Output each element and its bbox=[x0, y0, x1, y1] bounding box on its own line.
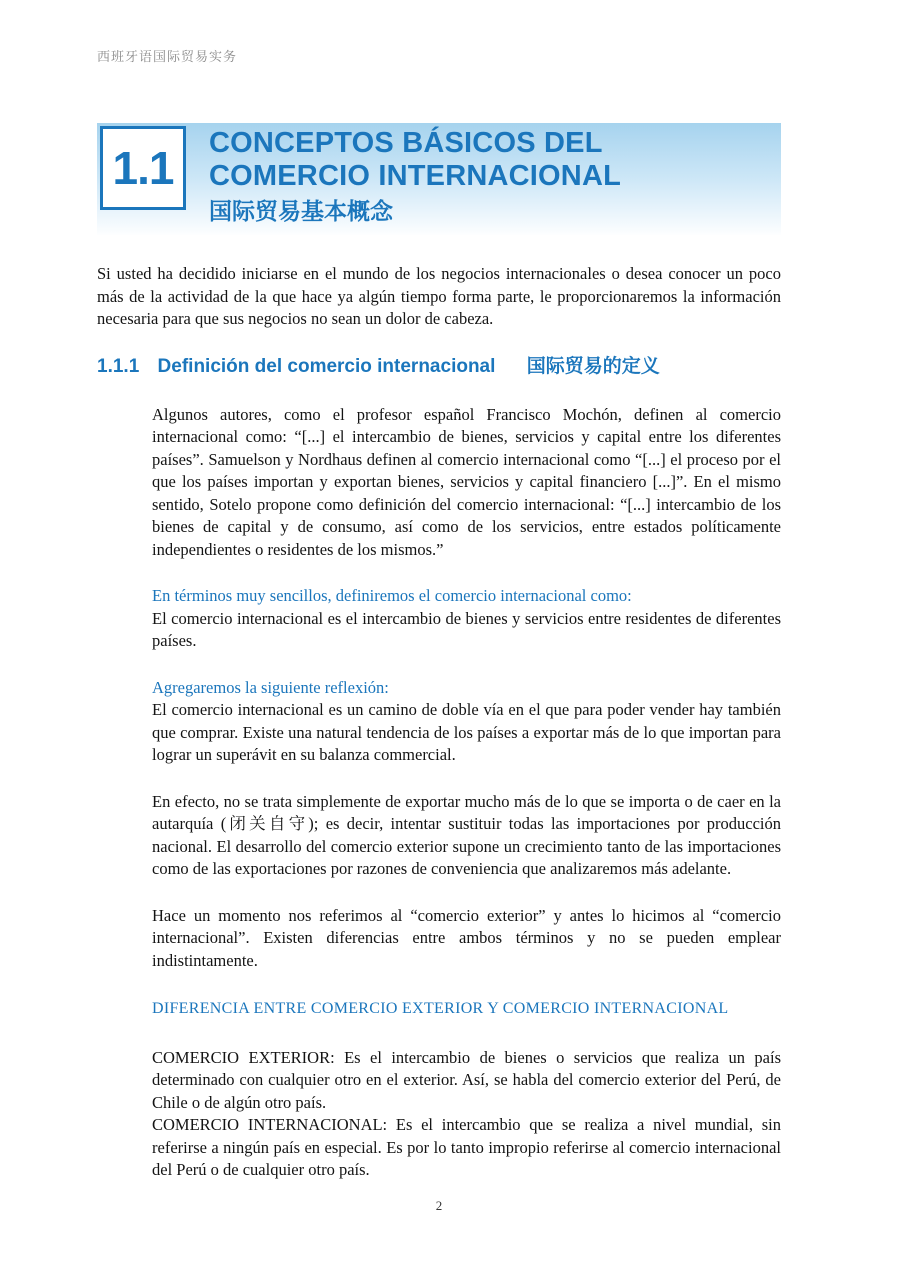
section-title bbox=[209, 127, 621, 193]
subsection-number: 1.1.1 bbox=[97, 355, 140, 377]
section-number-box bbox=[100, 126, 186, 210]
comercio-exterior-definition: COMERCIO EXTERIOR: Es el intercambio de bienes o servicios que realiza un país determinado con cualquier otro en el exterior. Así, se habla del comercio exterior del Perú, de Chile o de algún otro país. bbox=[152, 1047, 781, 1112]
running-header: 西班牙语国际贸易实务 bbox=[97, 49, 238, 64]
subsection-title-es: Definición del comercio internacional bbox=[157, 355, 496, 377]
subsection-title-zh: 国际贸易的定义 bbox=[526, 355, 660, 377]
section-banner bbox=[97, 123, 781, 235]
autarky-paragraph: En efecto, no se trata simplemente de exportar mucho más de lo que se importa o de caer en la autarquía (闭关自守); es decir, intentar sustituir todas las importaciones por producción nacional. El desarrollo del comercio exterior supone un crecimiento tanto de las importaciones como de las exportaciones por razones de conveniencia que analizaremos más adelante. bbox=[152, 791, 781, 878]
section-number: 1.1 bbox=[112, 142, 174, 194]
lead-reflection: Agregaremos la siguiente reflexión: bbox=[152, 677, 389, 697]
section-subtitle-zh: 国际贸易基本概念 bbox=[209, 198, 393, 224]
comercio-internacional-definition: COMERCIO INTERNACIONAL: Es el intercambio que se realiza a nivel mundial, sin referirse a ningún país en especial. Es por lo tanto impropio referirse al comercio internacional del Perú o de cualquier otro país. bbox=[152, 1115, 781, 1179]
definitions-paragraph: Algunos autores, como el profesor español Francisco Mochón, definen al comercio internacional como: “[...] el intercambio de bienes, servicios y capital entre los diferentes países”. Samuelson y Nordhaus definen al comercio internacional como “[...] el proceso por el que los países importan y exportan bienes, servicios y capital financiero [...]”. En el mismo sentido, Sotelo propone como definición del comercio internacional: “[...] intercambio de los bienes de capital y de consumo, así como de los servicios, entre estados políticamente independientes o residentes de los mismos.” bbox=[152, 404, 781, 559]
section-body bbox=[152, 404, 781, 1182]
difference-heading: DIFERENCIA ENTRE COMERCIO EXTERIOR Y COMERCIO INTERNACIONAL bbox=[152, 1000, 729, 1017]
definition-simple: El comercio internacional es el intercambio de bienes y servicios entre residentes de diferentes países. bbox=[152, 608, 781, 650]
reflection-block bbox=[152, 677, 781, 767]
definitions-block bbox=[152, 1047, 781, 1182]
reflection-paragraph: El comercio internacional es un camino de doble vía en el que para poder vender hay también que comprar. Existe una natural tendencia de los países a exportar más de lo que importan para lograr un superávit en su balanza commercial. bbox=[152, 700, 781, 764]
terms-paragraph: Hace un momento nos referimos al “comercio exterior” y antes lo hicimos al “comercio internacional”. Existen diferencias entre ambos términos y no se pueden emplear indistintamente. bbox=[152, 905, 781, 970]
section-titles bbox=[209, 126, 621, 225]
intro-paragraph: Si usted ha decidido iniciarse en el mundo de los negocios internacionales o desea conocer un poco más de la actividad de la que hace ya algún tiempo forma parte, le proporcionaremos la información necesaria para que sus negocios no sean un dolor de cabeza. bbox=[97, 264, 781, 328]
subsection-heading bbox=[97, 356, 781, 378]
simple-definition-block bbox=[152, 585, 781, 653]
lead-definition: En términos muy sencillos, definiremos el comercio internacional como: bbox=[152, 586, 632, 605]
section-title-line1: CONCEPTOS BÁSICOS DEL bbox=[209, 127, 603, 159]
page-number: 2 bbox=[435, 1197, 443, 1213]
section-title-line2: COMERCIO INTERNACIONAL bbox=[209, 160, 622, 192]
